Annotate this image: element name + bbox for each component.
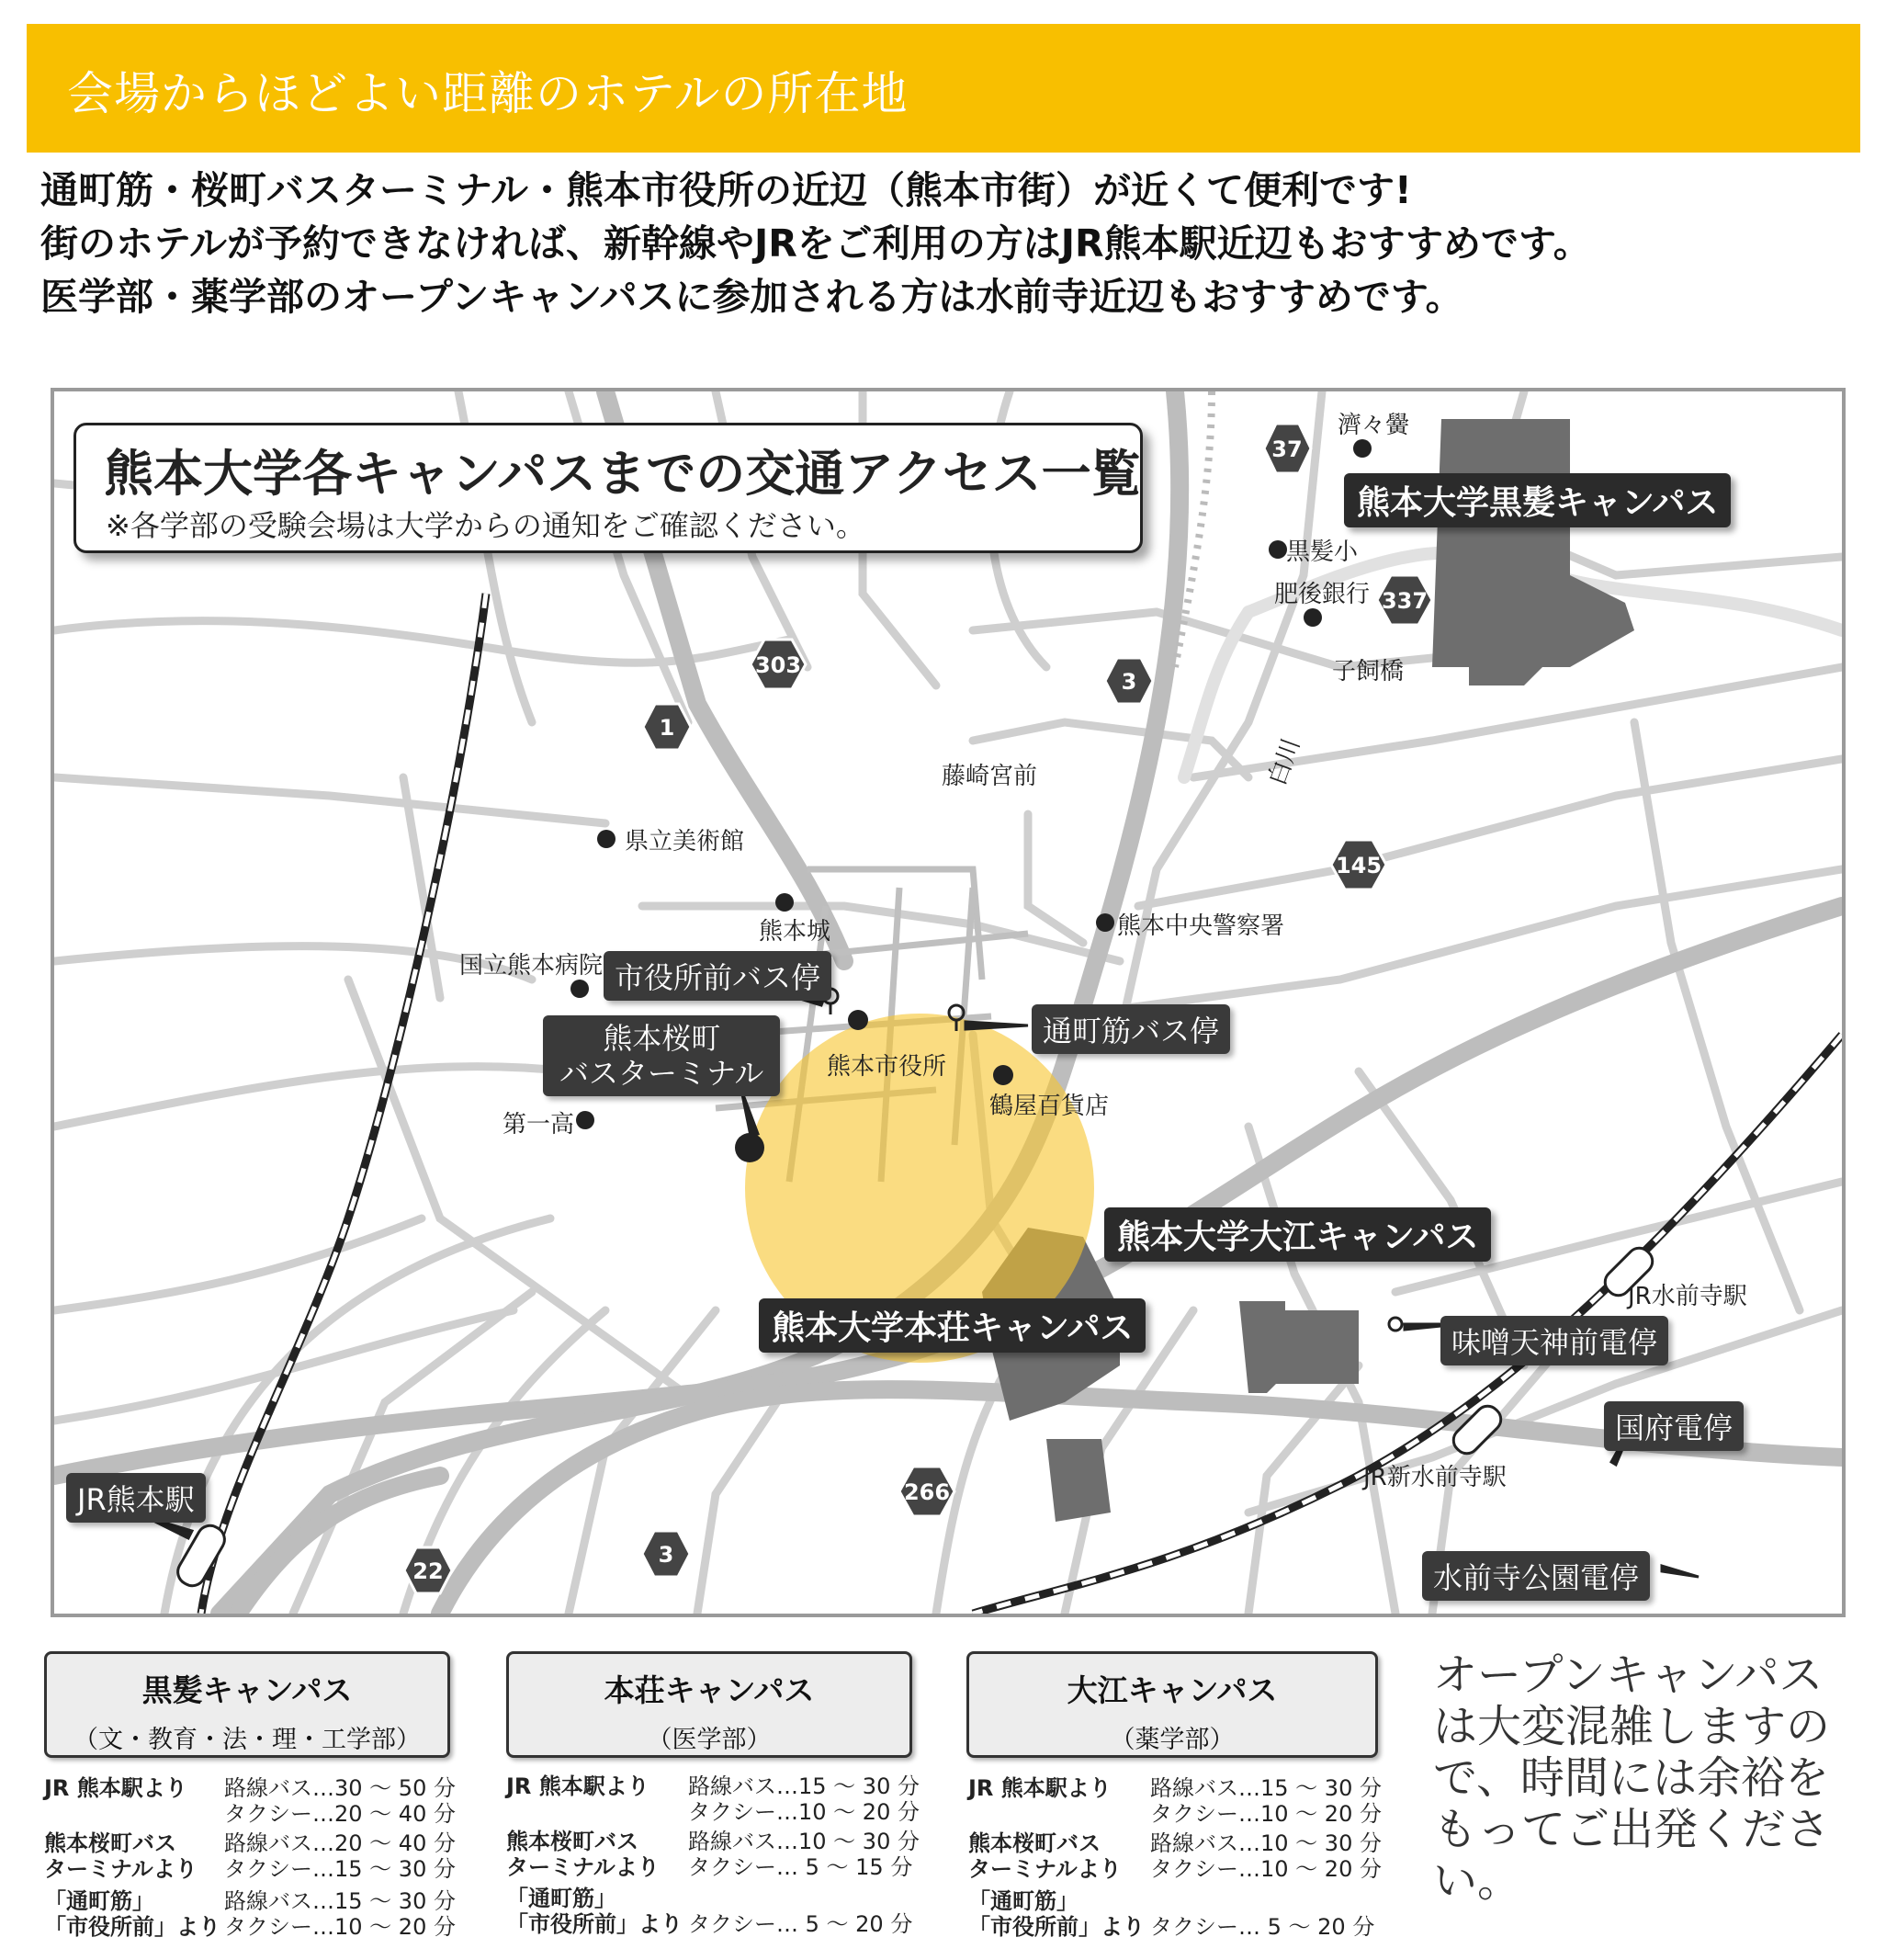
header-bar xyxy=(27,24,1860,153)
daiichi-dot xyxy=(576,1111,594,1129)
route-266-number: 266 xyxy=(903,1479,951,1505)
route-3-number: 3 xyxy=(1121,669,1137,695)
kurokami-card-name: 黒髪キャンパス xyxy=(141,1672,353,1708)
route-taxi-time: タクシー…10 ～ 20 分 xyxy=(224,1914,456,1940)
sakuramachi-line-2: バスターミナル xyxy=(559,1056,764,1091)
intro-text xyxy=(40,164,1859,323)
route-337-number: 337 xyxy=(1381,588,1429,614)
honjo-card-faculties: （医学部） xyxy=(647,1726,772,1754)
route-from-label: JR 熊本駅より xyxy=(968,1775,1112,1801)
sakuramachi-terminal-label xyxy=(543,1015,780,1096)
shirakawa-label: 白川 xyxy=(1263,734,1306,789)
honjo-card-name: 本荘キャンパス xyxy=(604,1672,815,1708)
oe-card-name: 大江キャンパス xyxy=(1067,1672,1278,1708)
castle-label: 熊本城 xyxy=(759,918,831,946)
route-bus-time: 路線バス…20 ～ 40 分 xyxy=(224,1830,456,1856)
route-303-number: 303 xyxy=(754,652,802,678)
route-taxi-time: タクシー…10 ～ 20 分 xyxy=(1150,1856,1382,1882)
route-from-label: 「通町筋」 xyxy=(44,1888,154,1914)
oe-campus-block xyxy=(1239,1301,1359,1393)
route-taxi-time: タクシー… 5 ～ 20 分 xyxy=(1150,1914,1375,1940)
daiichi-label: 第一高 xyxy=(503,1111,575,1139)
route-from-label-2: 「市役所前」より xyxy=(506,1911,683,1937)
oe-card xyxy=(966,1651,1378,1758)
police-label: 熊本中央警察署 xyxy=(1117,912,1285,940)
higo-bank-dot xyxy=(1304,608,1322,627)
kurokami-sho-label: 黒髪小 xyxy=(1286,538,1359,566)
city-hall-label: 熊本市役所 xyxy=(827,1053,947,1081)
sakuramachi-pointer xyxy=(741,1090,758,1136)
header-title: 会場からほどよい距離のホテルの所在地 xyxy=(67,67,909,120)
route-3b-number: 3 xyxy=(658,1542,674,1568)
kurokami-card xyxy=(44,1651,450,1758)
route-bus-time: 路線バス…10 ～ 30 分 xyxy=(688,1829,920,1854)
route-from-label: 「通町筋」 xyxy=(506,1886,616,1911)
sakuramachi-dot xyxy=(735,1133,764,1162)
route-from-label: JR 熊本駅より xyxy=(44,1775,187,1801)
route-bus-time: 路線バス…15 ～ 30 分 xyxy=(688,1773,920,1799)
oe-campus-label: 熊本大学大江キャンパス xyxy=(1104,1207,1491,1262)
route-145-number: 145 xyxy=(1335,853,1383,878)
route-from-label-2: ターミナルより xyxy=(506,1854,660,1880)
tsuruya-dot xyxy=(993,1065,1013,1085)
intro-line-1: 通町筋・桜町バスターミナル・熊本市役所の近辺（熊本市街）が近くて便利です! xyxy=(40,168,1412,212)
kurokami-campus-block xyxy=(1432,419,1634,685)
route-from-label-2: ターミナルより xyxy=(44,1856,198,1882)
toricho-bus-label: 通町筋バス停 xyxy=(1032,1004,1230,1054)
route-bus-time: 路線バス…10 ～ 30 分 xyxy=(1150,1830,1382,1856)
map-title: 熊本大学各キャンパスまでの交通アクセス一覧 xyxy=(104,445,1141,503)
route-37-number: 37 xyxy=(1271,436,1303,462)
map-subtitle: ※各学部の受験会場は大学からの通知をご確認ください。 xyxy=(106,508,865,543)
museum-dot xyxy=(597,830,615,848)
route-taxi-time: タクシー…20 ～ 40 分 xyxy=(224,1801,456,1827)
suizenji-koen-label: 水前寺公園電停 xyxy=(1422,1551,1650,1601)
route-bus-time: 路線バス…30 ～ 50 分 xyxy=(224,1775,456,1801)
route-taxi-time: タクシー… 5 ～ 20 分 xyxy=(688,1911,913,1937)
route-from-label: JR 熊本駅より xyxy=(506,1773,649,1799)
kokufu-label: 国府電停 xyxy=(1604,1401,1744,1451)
route-taxi-time: タクシー…10 ～ 20 分 xyxy=(1150,1801,1382,1827)
police-dot xyxy=(1096,913,1114,932)
kurokami-card-faculties: （文・教育・法・理・工学部） xyxy=(73,1726,421,1754)
higo-bank-label: 肥後銀行 xyxy=(1274,581,1371,608)
shiyakusho-bus-label: 市役所前バス停 xyxy=(604,951,831,1001)
route-taxi-time: タクシー…15 ～ 30 分 xyxy=(224,1856,456,1882)
route-from-label: 熊本桜町バス xyxy=(968,1830,1101,1856)
toricho-pointer xyxy=(966,1022,1028,1029)
kurokami-campus-label: 熊本大学黒髪キャンパス xyxy=(1344,473,1731,527)
misoten-label: 味噌天神前電停 xyxy=(1440,1316,1668,1365)
open-campus-note: オープンキャンパスは大変混雑しますので、時間には余裕をもってご出発ください。 xyxy=(1433,1649,1831,1907)
kodomobashi-label: 子飼橋 xyxy=(1332,658,1405,685)
route-from-label-2: 「市役所前」より xyxy=(44,1914,220,1940)
fujisaki-label: 藤崎宮前 xyxy=(942,763,1038,790)
city-hall-dot xyxy=(848,1010,868,1030)
museum-label: 県立美術館 xyxy=(625,828,745,855)
oe-card-faculties: （薬学部） xyxy=(1110,1726,1235,1754)
suizenji-pointer xyxy=(1662,1566,1699,1577)
route-from-label-2: 「市役所前」より xyxy=(968,1914,1145,1940)
honjo-card xyxy=(506,1651,912,1758)
tsuruya-label: 鶴屋百貨店 xyxy=(989,1093,1110,1120)
jr-suizenji-label: JR水前寺駅 xyxy=(1628,1283,1747,1310)
route-from-label: 「通町筋」 xyxy=(968,1888,1079,1914)
jr-kumamoto-label: JR熊本駅 xyxy=(66,1473,206,1523)
hospital-label: 国立熊本病院 xyxy=(459,952,604,980)
seiseki-dot xyxy=(1353,439,1372,458)
intro-line-3: 医学部・薬学部のオープンキャンパスに参加される方は水前寺近辺もおすすめです。 xyxy=(40,275,1463,319)
route-from-label: 熊本桜町バス xyxy=(506,1829,638,1854)
route-from-label: 熊本桜町バス xyxy=(44,1830,176,1856)
route-from-label-2: ターミナルより xyxy=(968,1856,1122,1882)
map-drawing xyxy=(54,391,1842,1614)
honjo-campus-label: 熊本大学本荘キャンパス xyxy=(759,1298,1146,1353)
honjo-campus-block-2 xyxy=(1046,1439,1111,1522)
seiseki-label: 濟々黌 xyxy=(1338,412,1410,439)
misoten-marker xyxy=(1389,1318,1402,1331)
map-title-box xyxy=(73,423,1143,553)
sakuramachi-line-1: 熊本桜町 xyxy=(603,1021,721,1056)
jr-shinsuizenji-label: JR新水前寺駅 xyxy=(1363,1464,1507,1491)
route-22-number: 22 xyxy=(412,1558,444,1584)
hospital-dot xyxy=(570,980,589,998)
route-taxi-time: タクシー… 5 ～ 15 分 xyxy=(688,1854,913,1880)
route-bus-time: 路線バス…15 ～ 30 分 xyxy=(224,1888,456,1914)
castle-dot xyxy=(775,893,794,912)
access-map xyxy=(51,388,1846,1617)
route-bus-time: 路線バス…15 ～ 30 分 xyxy=(1150,1775,1382,1801)
route-1-number: 1 xyxy=(659,715,675,741)
intro-line-2: 街のホテルが予約できなければ、新幹線やJRをご利用の方はJR熊本駅近辺もおすすめです。 xyxy=(40,221,1591,266)
route-taxi-time: タクシー…10 ～ 20 分 xyxy=(688,1799,920,1825)
kurokami-sho-dot xyxy=(1269,540,1287,559)
